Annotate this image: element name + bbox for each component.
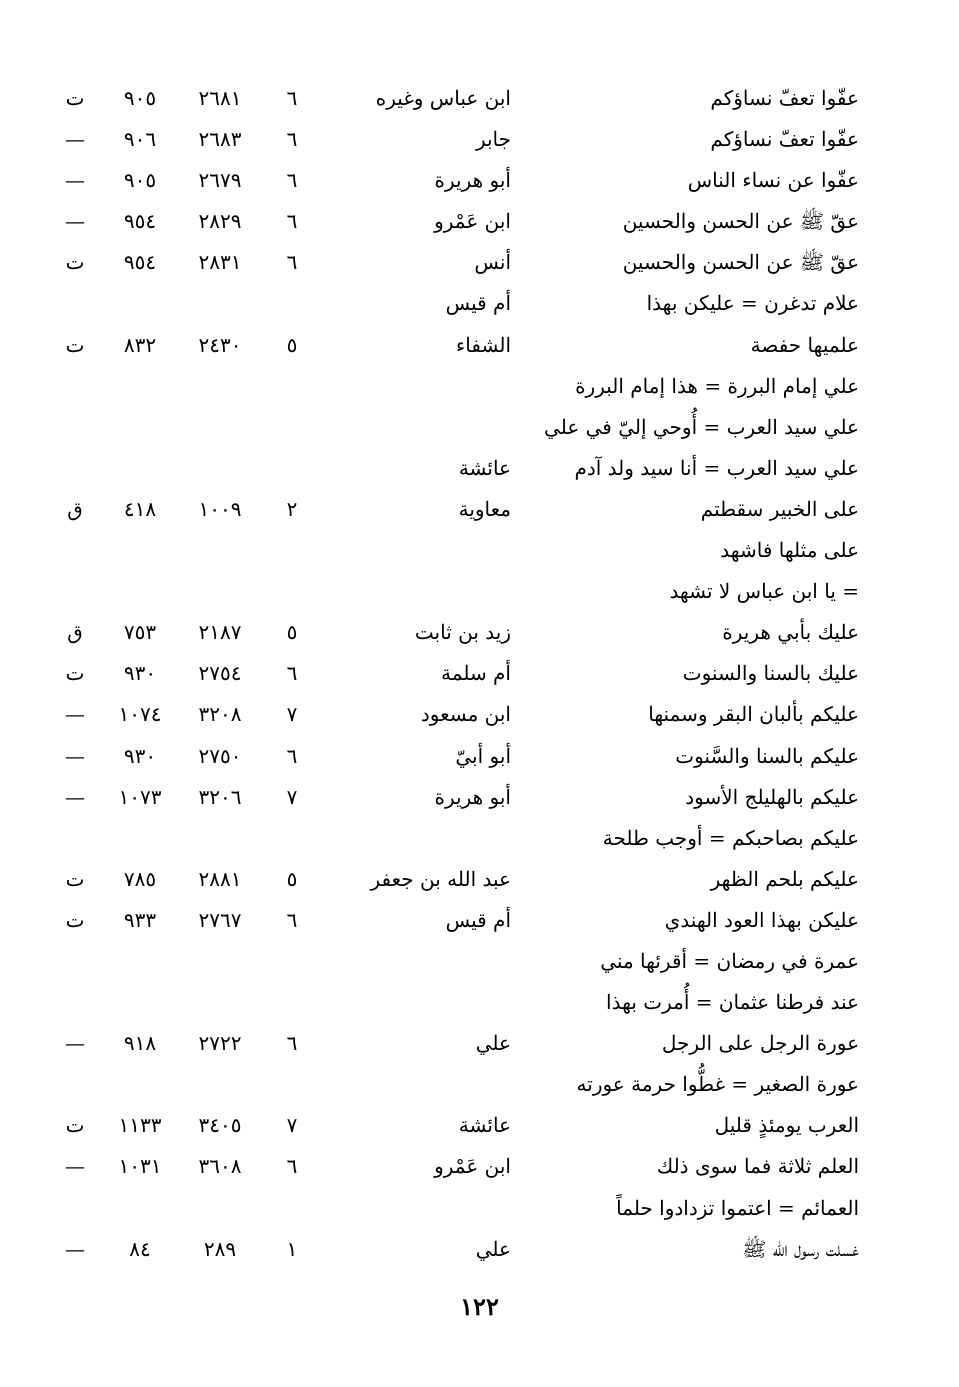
volume-number: ٥: [286, 866, 298, 891]
hadith-text: = يا ابن عباس لا تشهد: [669, 579, 859, 604]
hadith-text: علي سيد العرب = أنا سيد ولد آدم: [574, 455, 859, 480]
hadith-text: عورة الصغير = غطُّوا حرمة عورته: [576, 1072, 859, 1097]
hadith-number: ١٠٠٩: [198, 496, 242, 521]
hadith-number: ٢٨٣١: [198, 250, 242, 275]
hadith-text: عقّ ﷺ عن الحسن والحسين: [622, 250, 859, 275]
hadith-text: عليكم بلحم الظهر: [710, 866, 859, 891]
hadith-number: ٢٧٢٢: [198, 1031, 242, 1056]
volume-number: ٦: [286, 168, 298, 193]
volume-number: ٥: [286, 620, 298, 645]
volume-number: ٦: [286, 209, 298, 234]
hadith-text: علميها حفصة: [750, 332, 859, 357]
hadith-text: على الخبير سقطتم: [700, 496, 859, 521]
narrator-name: الشفاء: [455, 332, 511, 357]
index-table: [0, 78, 959, 1270]
source-marker: —: [65, 209, 85, 234]
index-row: [0, 571, 959, 612]
hadith-text: عليكم بالهليلج الأسود: [685, 784, 859, 809]
index-row: [0, 489, 959, 530]
hadith-number: ٢٧٥٤: [198, 661, 242, 686]
narrator-name: أبو هريرة: [434, 784, 511, 809]
hadith-number: ٢٨٩: [203, 1236, 237, 1261]
hadith-number: ٢٨٨١: [198, 866, 242, 891]
page-reference: ٩٥٤: [123, 209, 157, 234]
narrator-name: معاوية: [458, 496, 511, 521]
page-reference: ٩٣٠: [123, 661, 157, 686]
page-reference: ٩١٨: [123, 1031, 157, 1056]
page-reference: ٧٨٥: [123, 866, 157, 891]
source-marker: —: [65, 1154, 85, 1179]
source-marker: —: [65, 743, 85, 768]
hadith-number: ٢٤٣٠: [198, 332, 242, 357]
index-row: [0, 201, 959, 242]
index-row: [0, 653, 959, 694]
volume-number: ٦: [286, 250, 298, 275]
volume-number: ٧: [286, 784, 298, 809]
hadith-number: ٣٢٠٨: [198, 702, 242, 727]
page-reference: ٧٥٣: [123, 620, 157, 645]
source-marker: ت: [65, 1113, 85, 1138]
index-row: [0, 1229, 959, 1270]
index-row: [0, 777, 959, 818]
hadith-text: العرب يومئذٍ قليل: [714, 1113, 859, 1138]
narrator-name: أم قيس: [445, 291, 511, 316]
narrator-name: عائشة: [458, 1113, 511, 1138]
narrator-name: أبو هريرة: [434, 168, 511, 193]
source-marker: ت: [65, 332, 85, 357]
hadith-number: ٢٦٨٣: [198, 127, 242, 152]
source-marker: ق: [67, 620, 83, 645]
volume-number: ١: [286, 1236, 298, 1261]
source-marker: ت: [65, 866, 85, 891]
hadith-text: علي إمام البررة = هذا إمام البررة: [575, 373, 859, 398]
index-row: [0, 1105, 959, 1146]
page-reference: ٨٣٢: [123, 332, 157, 357]
narrator-name: ابن عَمْرو: [434, 1154, 511, 1179]
volume-number: ٥: [286, 332, 298, 357]
source-marker: ت: [65, 250, 85, 275]
page-reference: ٩٠٥: [123, 168, 157, 193]
source-marker: ت: [65, 907, 85, 932]
hadith-number: ٣٤٠٥: [198, 1113, 242, 1138]
index-row: [0, 818, 959, 859]
source-marker: ق: [67, 496, 83, 521]
source-marker: —: [65, 168, 85, 193]
index-row: [0, 160, 959, 201]
narrator-name: ابن عَمْرو: [434, 209, 511, 234]
hadith-text: عليكم بالسنا والسَّنوت: [675, 743, 859, 768]
index-row: [0, 694, 959, 735]
index-row: [0, 736, 959, 777]
index-row: [0, 941, 959, 982]
volume-number: ٦: [286, 86, 298, 110]
source-marker: —: [65, 702, 85, 727]
page-reference: ٩٥٤: [123, 250, 157, 275]
index-row: [0, 1188, 959, 1229]
volume-number: ٦: [286, 743, 298, 768]
narrator-name: أم قيس: [445, 907, 511, 932]
index-row: [0, 859, 959, 900]
hadith-number: ٣٢٠٦: [198, 784, 242, 809]
hadith-text: عفّوا عن نساء الناس: [687, 168, 859, 193]
index-row: [0, 366, 959, 407]
hadith-text: عليك بالسنا والسنوت: [682, 661, 859, 686]
hadith-text: علي سيد العرب = أُوحي إليّ في علي: [544, 414, 859, 439]
hadith-text: عليكن بهذا العود الهندي: [664, 907, 859, 932]
narrator-name: عائشة: [458, 455, 511, 480]
hadith-number: ٢٧٦٧: [198, 907, 242, 932]
volume-number: ٦: [286, 1154, 298, 1179]
page-reference: ٤١٨: [123, 496, 157, 521]
volume-number: ٦: [286, 907, 298, 932]
page-reference: ٩٣٣: [123, 907, 157, 932]
narrator-name: أنس: [474, 250, 511, 275]
source-marker: —: [65, 127, 85, 152]
source-marker: ت: [65, 661, 85, 686]
hadith-number: ٢١٨٧: [198, 620, 242, 645]
page-reference: ٨٤: [129, 1236, 151, 1261]
hadith-text: عفّوا تعفّ نساؤكم: [710, 86, 859, 110]
hadith-text: عليكم بصاحبكم = أوجب طلحة: [602, 825, 859, 850]
volume-number: ٦: [286, 1031, 298, 1056]
hadith-text: عند فرطنا عثمان = أُمرت بهذا: [606, 990, 859, 1015]
narrator-name: زيد بن ثابت: [414, 620, 511, 645]
index-row: [0, 407, 959, 448]
hadith-text: عليكم بألبان البقر وسمنها: [648, 702, 859, 727]
narrator-name: علي: [475, 1031, 511, 1056]
page-reference: ٩٣٠: [123, 743, 157, 768]
hadith-text: عليك بأبي هريرة: [722, 620, 859, 645]
hadith-text: عورة الرجل على الرجل: [661, 1031, 859, 1056]
source-marker: —: [65, 1236, 85, 1261]
hadith-text: عقّ ﷺ عن الحسن والحسين: [622, 209, 859, 234]
hadith-text: عمرة في رمضان = أقرئها مني: [600, 948, 859, 973]
page-reference: ٩٠٦: [123, 127, 157, 152]
hadith-text: غسلت رسول الله ﷺ: [742, 1236, 859, 1261]
narrator-name: ابن مسعود: [420, 702, 511, 727]
volume-number: ٧: [286, 1113, 298, 1138]
page-reference: ١٠٧٤: [118, 702, 162, 727]
index-row: [0, 1064, 959, 1105]
index-row: [0, 119, 959, 160]
index-row: [0, 283, 959, 324]
hadith-text: العمائم = اعتموا تزدادوا حلماً: [616, 1195, 859, 1220]
hadith-number: ٣٦٠٨: [198, 1154, 242, 1179]
hadith-text: علام تدغرن = عليكن بهذا: [646, 291, 859, 316]
volume-number: ٦: [286, 661, 298, 686]
index-row: [0, 325, 959, 366]
narrator-name: أبو أبيّ: [455, 743, 511, 768]
source-marker: ت: [65, 86, 85, 110]
hadith-number: ٢٧٥٠: [198, 743, 242, 768]
index-row: [0, 982, 959, 1023]
hadith-text: عفّوا تعفّ نساؤكم: [710, 127, 859, 152]
index-row: [0, 78, 959, 119]
hadith-number: ٢٦٧٩: [198, 168, 242, 193]
hadith-text: على مثلها فاشهد: [720, 538, 859, 563]
index-row: [0, 242, 959, 283]
hadith-number: ٢٦٨١: [198, 86, 242, 110]
page-reference: ١٠٣١: [118, 1154, 162, 1179]
index-row: [0, 448, 959, 489]
page-number: ١٢٢: [460, 1292, 499, 1321]
narrator-name: جابر: [475, 127, 511, 152]
narrator-name: أم سلمة: [441, 661, 511, 686]
page-reference: ٩٠٥: [123, 86, 157, 110]
narrator-name: ابن عباس وغيره: [375, 86, 511, 110]
page-reference: ١٠٧٣: [118, 784, 162, 809]
index-row: [0, 612, 959, 653]
volume-number: ٦: [286, 127, 298, 152]
index-row: [0, 1023, 959, 1064]
volume-number: ٢: [286, 496, 298, 521]
source-marker: —: [65, 1031, 85, 1056]
page-reference: ١١٣٣: [118, 1113, 162, 1138]
hadith-number: ٢٨٢٩: [198, 209, 242, 234]
narrator-name: علي: [475, 1236, 511, 1261]
index-row: [0, 530, 959, 571]
hadith-text: العلم ثلاثة فما سوى ذلك: [656, 1154, 859, 1179]
narrator-name: عبد الله بن جعفر: [370, 866, 511, 891]
index-row: [0, 1146, 959, 1187]
source-marker: —: [65, 784, 85, 809]
volume-number: ٧: [286, 702, 298, 727]
index-row: [0, 900, 959, 941]
